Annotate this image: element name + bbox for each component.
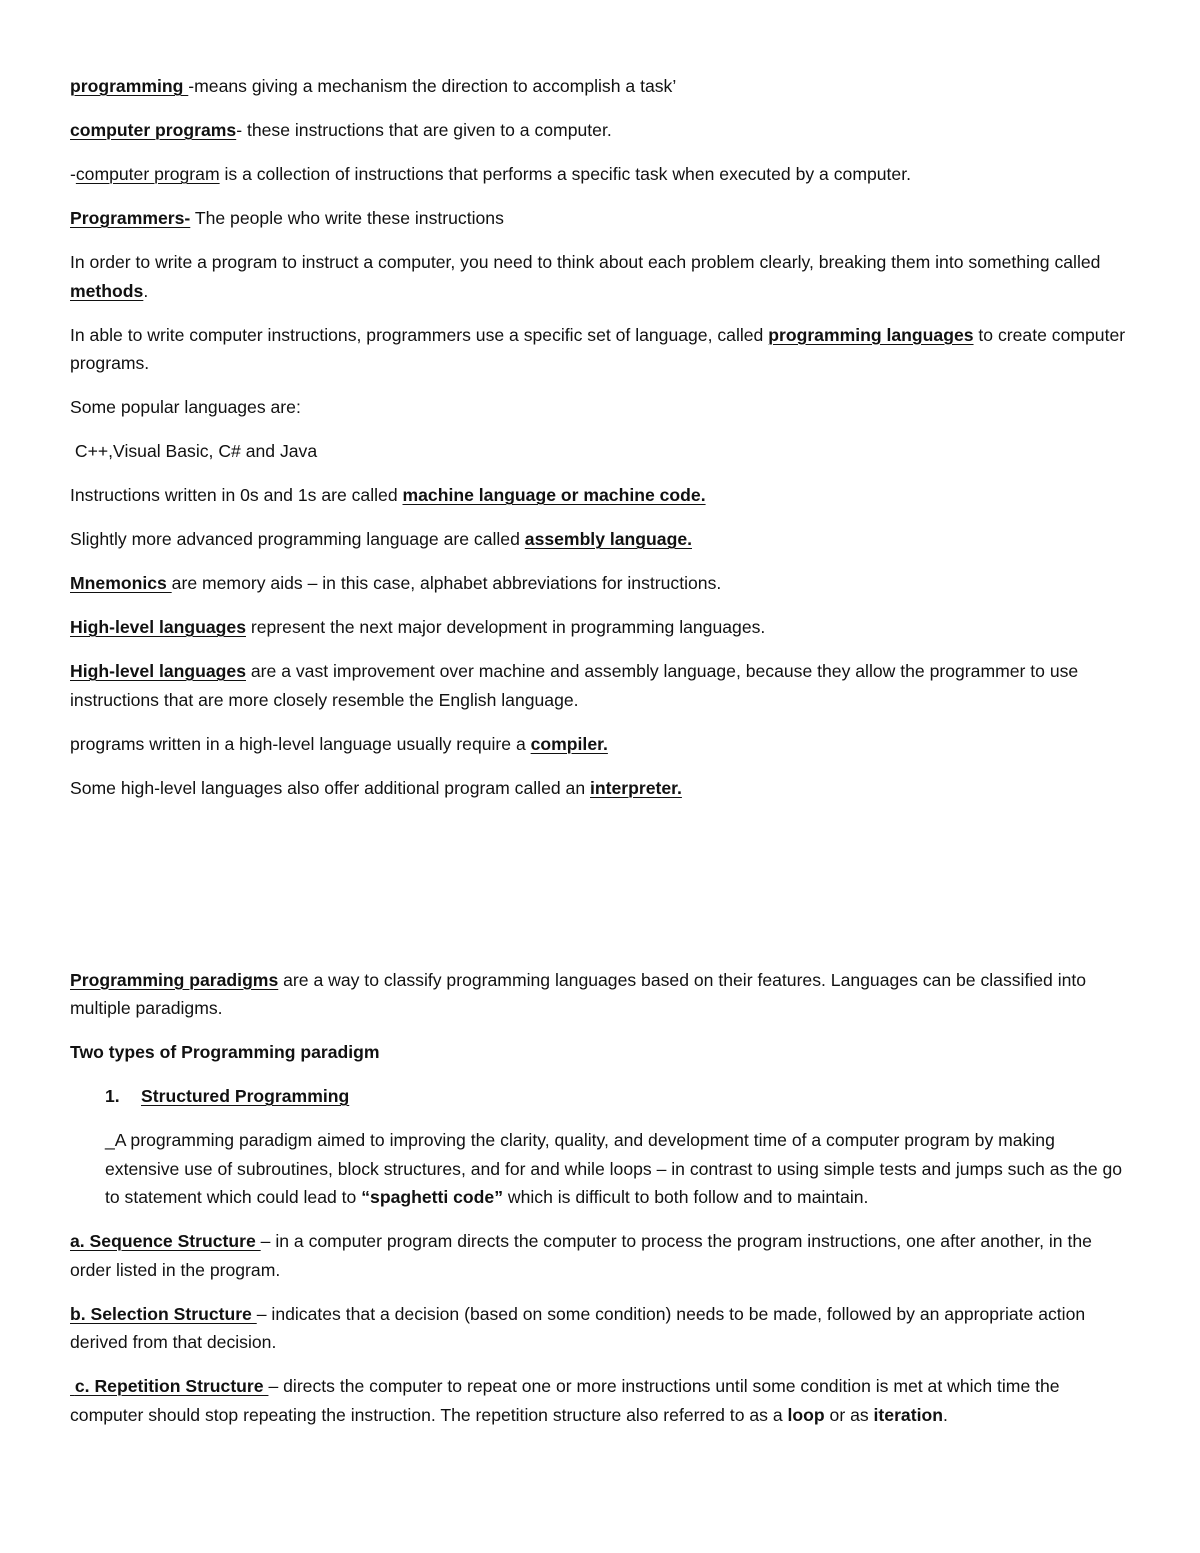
term-methods: methods — [70, 280, 144, 301]
term-loop: loop — [787, 1404, 825, 1425]
body-text: or as — [824, 1404, 874, 1425]
definition-text: are a way to classify programming languages based on their features. Languages can be classified into multiple paradigms. — [70, 969, 1087, 1018]
body-text: Some high-level languages also offer additional program called an — [70, 777, 590, 798]
term-structured-programming: Structured Programming — [141, 1086, 350, 1106]
term-high-level-languages: High-level languages — [70, 661, 246, 681]
paragraph-language-list: C++,Visual Basic, C# and Java — [70, 441, 318, 461]
body-text: . — [942, 1404, 948, 1425]
paragraph-computer-programs — [70, 116, 1132, 145]
definition-text: – directs the computer to repeat one or more instructions until some condition is met at which time the computer should stop repeating the instruction. The repetition structure also referred to as a — [70, 1376, 1060, 1425]
term-machine-language: machine language or machine code. — [402, 485, 706, 505]
definition-text: are memory aids – in this case, alphabet abbreviations for instructions. — [171, 573, 722, 593]
dash-text: - — [70, 164, 76, 184]
term-iteration: iteration — [873, 1404, 943, 1425]
term-programming: programming — [70, 76, 189, 96]
definition-text: - these instructions that are given to a computer. — [236, 120, 612, 140]
term-repetition-structure: c. Repetition Structure — [70, 1376, 269, 1396]
paragraph-programmers — [70, 204, 1132, 233]
term-compiler: compiler. — [530, 733, 608, 754]
definition-text: -means giving a mechanism the direction to accomplish a task’ — [188, 76, 677, 96]
body-text: programs written in a high-level language usually require a — [70, 733, 531, 754]
paragraph-programming-paradigms — [70, 966, 1132, 1023]
paragraph-mnemonics — [70, 569, 1132, 598]
list-number: 1. — [105, 1086, 120, 1106]
paragraph-programming — [70, 72, 1132, 101]
body-text: Slightly more advanced programming language are called — [70, 529, 525, 549]
definition-text: is a collection of instructions that performs a specific task when executed by a computer. — [219, 164, 911, 184]
paragraph-computer-program — [70, 160, 1132, 189]
definition-text: represent the next major development in programming languages. — [245, 617, 766, 637]
paragraph-sequence-structure — [70, 1227, 1132, 1284]
term-interpreter: interpreter. — [590, 777, 682, 798]
body-text: Instructions written in 0s and 1s are called — [70, 485, 403, 505]
term-sequence-structure: a. Sequence Structure — [70, 1231, 261, 1251]
document-page — [70, 72, 1132, 1445]
term-spaghetti-code: “spaghetti code” — [361, 1187, 503, 1207]
paragraph-compiler — [70, 730, 1132, 759]
body-text: In order to write a program to instruct a computer, you need to think about each problem clearly, breaking them into something called — [70, 252, 1101, 272]
term-computer-programs: computer programs — [70, 120, 237, 140]
blank-space — [70, 818, 1132, 966]
term-computer-program: computer program — [75, 164, 220, 184]
paragraph-repetition-structure — [70, 1372, 1132, 1429]
term-assembly-language: assembly language. — [524, 529, 692, 549]
body-text: which is difficult to both follow and to maintain. — [503, 1187, 869, 1207]
paragraph-high-level-1 — [70, 613, 1132, 642]
paragraph-high-level-2 — [70, 657, 1132, 714]
term-high-level-languages: High-level languages — [70, 617, 246, 637]
paragraph-assembly-language — [70, 525, 1132, 554]
term-programming-paradigms: Programming paradigms — [70, 969, 279, 990]
definition-text: are a vast improvement over machine and assembly language, because they allow the programmer to use instructions that are more closely resemble the English language. — [70, 661, 1079, 710]
paragraph-programming-languages — [70, 321, 1132, 378]
paragraph-machine-language — [70, 481, 1132, 510]
list-item-structured-programming — [105, 1082, 1132, 1111]
definition-text: The people who write these instructions — [190, 208, 504, 228]
body-text: _A programming paradigm aimed to improving the clarity, quality, and development time of a computer program by making extensive use of subroutines, block structures, and for and while loops – in contrast to using simple tests and jumps such as the go to statement which could lead to — [105, 1130, 1123, 1207]
term-programmers: Programmers- — [70, 208, 191, 228]
body-text: to create computer programs. — [70, 324, 1126, 373]
definition-text: – in a computer program directs the computer to process the program instructions, one after another, in the order listed in the program. — [70, 1231, 1092, 1280]
term-selection-structure: b. Selection Structure — [70, 1303, 257, 1324]
paragraph-methods — [70, 248, 1132, 305]
paragraph-selection-structure — [70, 1300, 1132, 1357]
definition-text: – indicates that a decision (based on some condition) needs to be made, followed by an appropriate action derived from that decision. — [70, 1303, 1086, 1352]
body-text: . — [143, 280, 149, 301]
paragraph-interpreter — [70, 774, 1132, 803]
paragraph-popular-languages: Some popular languages are: — [70, 397, 301, 417]
paragraph-structured-programming-definition — [70, 1126, 1132, 1212]
body-text: In able to write computer instructions, programmers use a specific set of language, called — [70, 324, 769, 345]
section-heading: Two types of Programming paradigm — [70, 1042, 380, 1062]
term-programming-languages: programming languages — [768, 324, 974, 345]
term-mnemonics: Mnemonics — [70, 573, 172, 593]
